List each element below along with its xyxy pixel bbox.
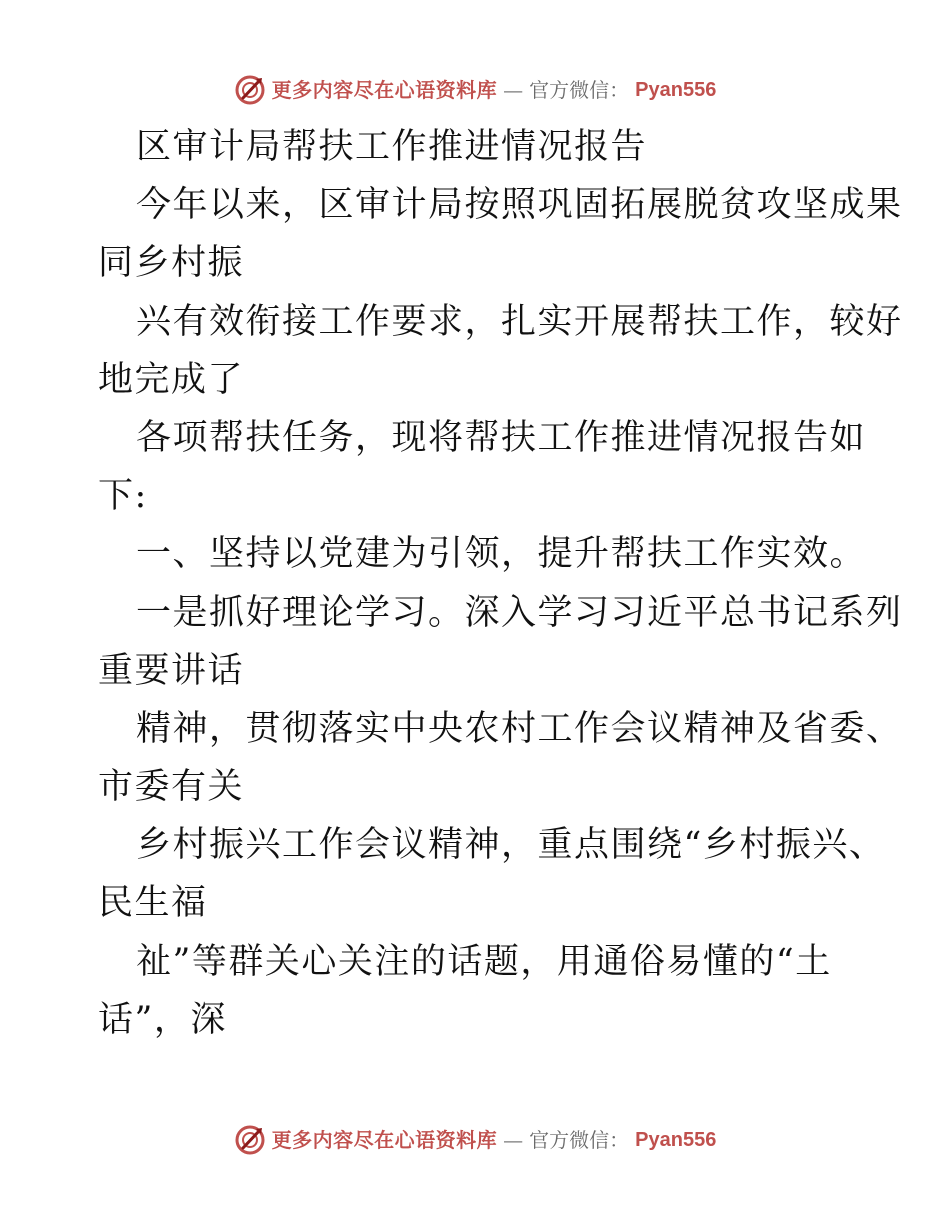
watermark [234, 1124, 717, 1156]
text-line: 乡村振兴工作会议精神，重点围绕“乡村振兴、 [136, 825, 886, 866]
text-line: 今年以来，区审计局按照巩固拓展脱贫攻坚成果 [136, 185, 903, 226]
text-line: 一、坚持以党建为引领，提升帮扶工作实效。 [136, 534, 867, 575]
text-line: 各项帮扶任务，现将帮扶工作推进情况报告如 [136, 417, 867, 458]
text-line: 市委有关 [98, 767, 245, 808]
text-line: 兴有效衔接工作要求，扎实开展帮扶工作，较好 [136, 301, 903, 342]
text-line: 区审计局帮扶工作推进情况报告 [136, 127, 648, 167]
watermark-main-text: 更多内容尽在心语资料库 [271, 78, 498, 102]
watermark-separator: — [503, 78, 524, 102]
header-watermark [0, 70, 950, 110]
footer-watermark [0, 1120, 950, 1160]
text-line: 话”，深 [98, 999, 227, 1040]
logo-icon [234, 1124, 266, 1156]
text-line: 祉”等群关心关注的话题，用通俗易懂的“土 [136, 941, 832, 982]
watermark-wechat-id: Pyan556 [635, 1129, 717, 1151]
watermark-main-text: 更多内容尽在心语资料库 [271, 1128, 498, 1152]
watermark-wechat-label: 官方微信： [529, 1128, 630, 1152]
watermark [234, 74, 717, 106]
watermark-separator: — [503, 1128, 524, 1152]
document-body [98, 118, 903, 1049]
watermark-wechat-label: 官方微信： [529, 78, 630, 102]
text-line: 同乡村振 [98, 243, 245, 284]
watermark-wechat-id: Pyan556 [635, 79, 717, 101]
text-line: 精神，贯彻落实中央农村工作会议精神及省委、 [136, 708, 903, 749]
text-line: 重要讲话 [98, 650, 245, 691]
text-line: 一是抓好理论学习。深入学习习近平总书记系列 [136, 592, 903, 633]
text-line: 地完成了 [98, 359, 245, 400]
logo-icon [234, 74, 266, 106]
text-line: 下: [98, 476, 148, 517]
text-line: 民生福 [98, 883, 208, 924]
